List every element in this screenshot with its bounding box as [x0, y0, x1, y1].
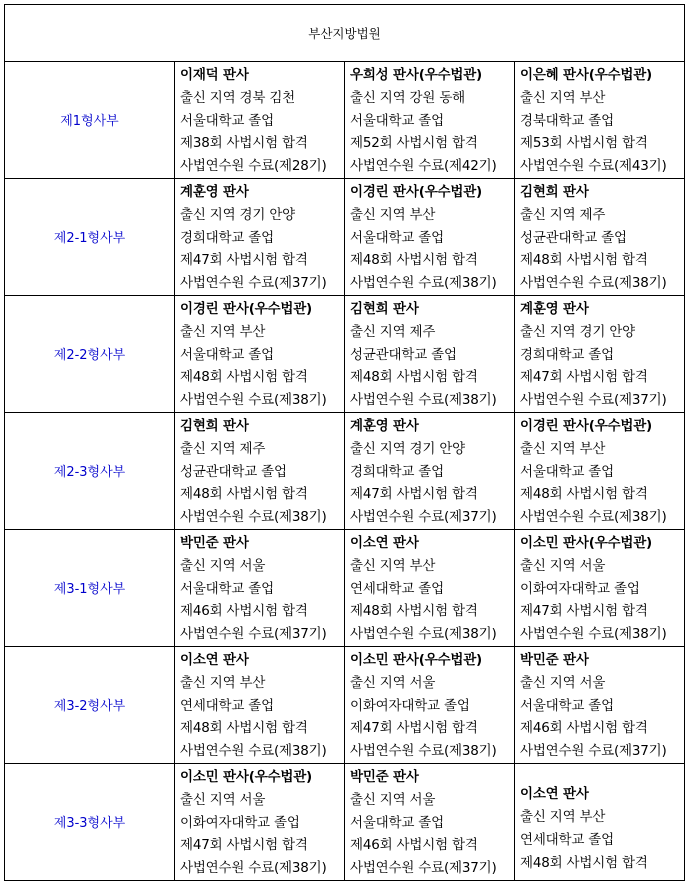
- judge-exam: 제47회 사법시험 합격: [520, 369, 648, 386]
- judge-school: 연세대학교 졸업: [520, 831, 614, 848]
- judge-name: 박민준 판사: [180, 534, 249, 551]
- judge-cell: [175, 646, 345, 763]
- judge-region: 출신 지역 부산: [520, 89, 606, 106]
- judge-region: 출신 지역 부산: [180, 323, 266, 340]
- judge-exam: 제48회 사법시험 합격: [350, 369, 478, 386]
- division-row: [5, 763, 685, 880]
- judge-region: 출신 지역 경북 김천: [180, 89, 296, 106]
- division-name: 제2-1형사부: [5, 178, 175, 295]
- judge-cell: [515, 646, 685, 763]
- division-row: [5, 62, 685, 179]
- judge-region: 출신 지역 경기 안양: [180, 206, 296, 223]
- judge-name: 이소민 판사(우수법관): [350, 651, 483, 668]
- judge-region: 출신 지역 부산: [350, 206, 436, 223]
- division-name: 제3-3형사부: [5, 763, 175, 880]
- judge-exam: 제48회 사법시험 합격: [350, 603, 478, 620]
- court-judges-table: [4, 4, 685, 881]
- judge-institute: 사법연수원 수료(제37기): [520, 392, 667, 409]
- judge-school: 이화여자대학교 졸업: [350, 697, 470, 714]
- judge-region: 출신 지역 서울: [520, 674, 606, 691]
- judge-name: 이소연 판사: [180, 651, 249, 668]
- judge-school: 연세대학교 졸업: [180, 697, 274, 714]
- judge-institute: 사법연수원 수료(제38기): [350, 392, 497, 409]
- judge-region: 출신 지역 부산: [180, 674, 266, 691]
- judge-name: 이소민 판사(우수법관): [520, 534, 653, 551]
- judge-school: 서울대학교 졸업: [180, 346, 274, 363]
- judge-exam: 제47회 사법시험 합격: [180, 252, 308, 269]
- judge-institute: 사법연수원 수료(제38기): [180, 860, 327, 877]
- judge-cell: [175, 295, 345, 412]
- judge-cell: [175, 178, 345, 295]
- judge-region: 출신 지역 경기 안양: [520, 323, 636, 340]
- judge-name: 계훈영 판사: [520, 300, 589, 317]
- division-row: [5, 295, 685, 412]
- judge-institute: 사법연수원 수료(제37기): [180, 626, 327, 643]
- judge-school: 경북대학교 졸업: [520, 112, 614, 129]
- judge-school: 이화여자대학교 졸업: [520, 580, 640, 597]
- judge-school: 성균관대학교 졸업: [520, 229, 627, 246]
- judge-cell: [515, 178, 685, 295]
- judge-region: 출신 지역 부산: [350, 557, 436, 574]
- judge-cell: [345, 529, 515, 646]
- judge-school: 서울대학교 졸업: [180, 580, 274, 597]
- judge-cell: [345, 62, 515, 179]
- judge-exam: 제52회 사법시험 합격: [350, 135, 478, 152]
- judge-cell: [345, 295, 515, 412]
- judge-name: 우희성 판사(우수법관): [350, 67, 483, 83]
- judge-institute: 사법연수원 수료(제38기): [520, 509, 667, 526]
- division-row: [5, 178, 685, 295]
- judge-institute: 사법연수원 수료(제38기): [520, 626, 667, 643]
- judge-name: 이소민 판사(우수법관): [180, 768, 313, 785]
- judge-name: 계훈영 판사: [180, 183, 249, 200]
- judge-school: 경희대학교 졸업: [350, 463, 444, 480]
- judge-school: 경희대학교 졸업: [520, 346, 614, 363]
- judge-exam: 제47회 사법시험 합격: [350, 720, 478, 737]
- judge-cell: [345, 178, 515, 295]
- judge-school: 서울대학교 졸업: [180, 112, 274, 129]
- judge-region: 출신 지역 경기 안양: [350, 440, 466, 457]
- division-name: 제3-2형사부: [5, 646, 175, 763]
- judge-cell: [345, 646, 515, 763]
- judge-institute: 사법연수원 수료(제38기): [180, 509, 327, 526]
- judge-name: 이은혜 판사(우수법관): [520, 67, 653, 83]
- judge-school: 서울대학교 졸업: [350, 229, 444, 246]
- judge-institute: 사법연수원 수료(제38기): [180, 392, 327, 409]
- judge-cell: [515, 295, 685, 412]
- judge-cell: [175, 763, 345, 880]
- judge-exam: 제47회 사법시험 합격: [350, 486, 478, 503]
- judge-cell: [345, 763, 515, 880]
- judge-exam: 제46회 사법시험 합격: [350, 837, 478, 854]
- judge-institute: 사법연수원 수료(제38기): [520, 275, 667, 292]
- judge-exam: 제48회 사법시험 합격: [520, 854, 648, 871]
- court-title: 부산지방법원: [5, 5, 685, 62]
- judge-name: 김현희 판사: [350, 300, 419, 317]
- division-name: 제2-3형사부: [5, 412, 175, 529]
- judge-institute: 사법연수원 수료(제38기): [350, 626, 497, 643]
- judge-region: 출신 지역 강원 동해: [350, 89, 466, 106]
- judge-institute: 사법연수원 수료(제37기): [180, 275, 327, 292]
- judge-region: 출신 지역 제주: [180, 440, 266, 457]
- judge-region: 출신 지역 서울: [180, 791, 266, 808]
- division-name: 제3-1형사부: [5, 529, 175, 646]
- judge-region: 출신 지역 서울: [520, 557, 606, 574]
- judge-name: 이경린 판사(우수법관): [350, 183, 483, 200]
- judge-exam: 제47회 사법시험 합격: [520, 603, 648, 620]
- division-name: 제2-2형사부: [5, 295, 175, 412]
- judge-name: 김현희 판사: [180, 417, 249, 434]
- judge-exam: 제46회 사법시험 합격: [520, 720, 648, 737]
- division-row: [5, 529, 685, 646]
- judge-school: 성균관대학교 졸업: [180, 463, 287, 480]
- judge-region: 출신 지역 부산: [520, 809, 606, 826]
- judge-region: 출신 지역 서울: [180, 557, 266, 574]
- judge-institute: 사법연수원 수료(제38기): [350, 275, 497, 292]
- judge-exam: 제48회 사법시험 합격: [180, 720, 308, 737]
- judge-exam: 제38회 사법시험 합격: [180, 135, 308, 152]
- judge-exam: 제48회 사법시험 합격: [180, 486, 308, 503]
- judge-institute: 사법연수원 수료(제38기): [180, 743, 327, 760]
- judge-school: 경희대학교 졸업: [180, 229, 274, 246]
- judge-school: 성균관대학교 졸업: [350, 346, 457, 363]
- judge-school: 연세대학교 졸업: [350, 580, 444, 597]
- judge-exam: 제48회 사법시험 합격: [350, 252, 478, 269]
- judge-school: 서울대학교 졸업: [520, 697, 614, 714]
- judge-name: 박민준 판사: [520, 651, 589, 668]
- judge-exam: 제53회 사법시험 합격: [520, 135, 648, 152]
- judge-region: 출신 지역 제주: [350, 323, 436, 340]
- judge-cell: [175, 62, 345, 179]
- judge-region: 출신 지역 서울: [350, 791, 436, 808]
- judge-exam: 제48회 사법시험 합격: [520, 486, 648, 503]
- judge-exam: 제48회 사법시험 합격: [520, 252, 648, 269]
- judge-school: 서울대학교 졸업: [520, 463, 614, 480]
- judge-school: 이화여자대학교 졸업: [180, 814, 300, 831]
- judge-exam: 제46회 사법시험 합격: [180, 603, 308, 620]
- judge-cell: [515, 763, 685, 880]
- division-row: [5, 412, 685, 529]
- judge-name: 박민준 판사: [350, 768, 419, 785]
- judge-institute: 사법연수원 수료(제37기): [350, 860, 497, 877]
- judge-school: 서울대학교 졸업: [350, 112, 444, 129]
- judge-institute: 사법연수원 수료(제28기): [180, 158, 327, 175]
- judge-name: 김현희 판사: [520, 183, 589, 200]
- judge-cell: [345, 412, 515, 529]
- judge-name: 이소연 판사: [520, 786, 589, 803]
- division-row: [5, 646, 685, 763]
- judge-cell: [515, 412, 685, 529]
- judge-name: 이재덕 판사: [180, 67, 249, 83]
- judge-region: 출신 지역 부산: [520, 440, 606, 457]
- judge-cell: [515, 529, 685, 646]
- judge-institute: 사법연수원 수료(제37기): [520, 743, 667, 760]
- judge-cell: [175, 412, 345, 529]
- judge-region: 출신 지역 서울: [350, 674, 436, 691]
- judge-institute: 사법연수원 수료(제38기): [350, 743, 497, 760]
- judge-name: 이경린 판사(우수법관): [520, 417, 653, 434]
- judge-cell: [175, 529, 345, 646]
- judge-name: 이경린 판사(우수법관): [180, 300, 313, 317]
- division-name: 제1형사부: [5, 62, 175, 179]
- judge-institute: 사법연수원 수료(제43기): [520, 158, 667, 175]
- judge-name: 계훈영 판사: [350, 417, 419, 434]
- judge-cell: [515, 62, 685, 179]
- judge-exam: 제47회 사법시험 합격: [180, 837, 308, 854]
- judge-institute: 사법연수원 수료(제37기): [350, 509, 497, 526]
- judge-name: 이소연 판사: [350, 534, 419, 551]
- judge-school: 서울대학교 졸업: [350, 814, 444, 831]
- judge-exam: 제48회 사법시험 합격: [180, 369, 308, 386]
- judge-region: 출신 지역 제주: [520, 206, 606, 223]
- judge-institute: 사법연수원 수료(제42기): [350, 158, 497, 175]
